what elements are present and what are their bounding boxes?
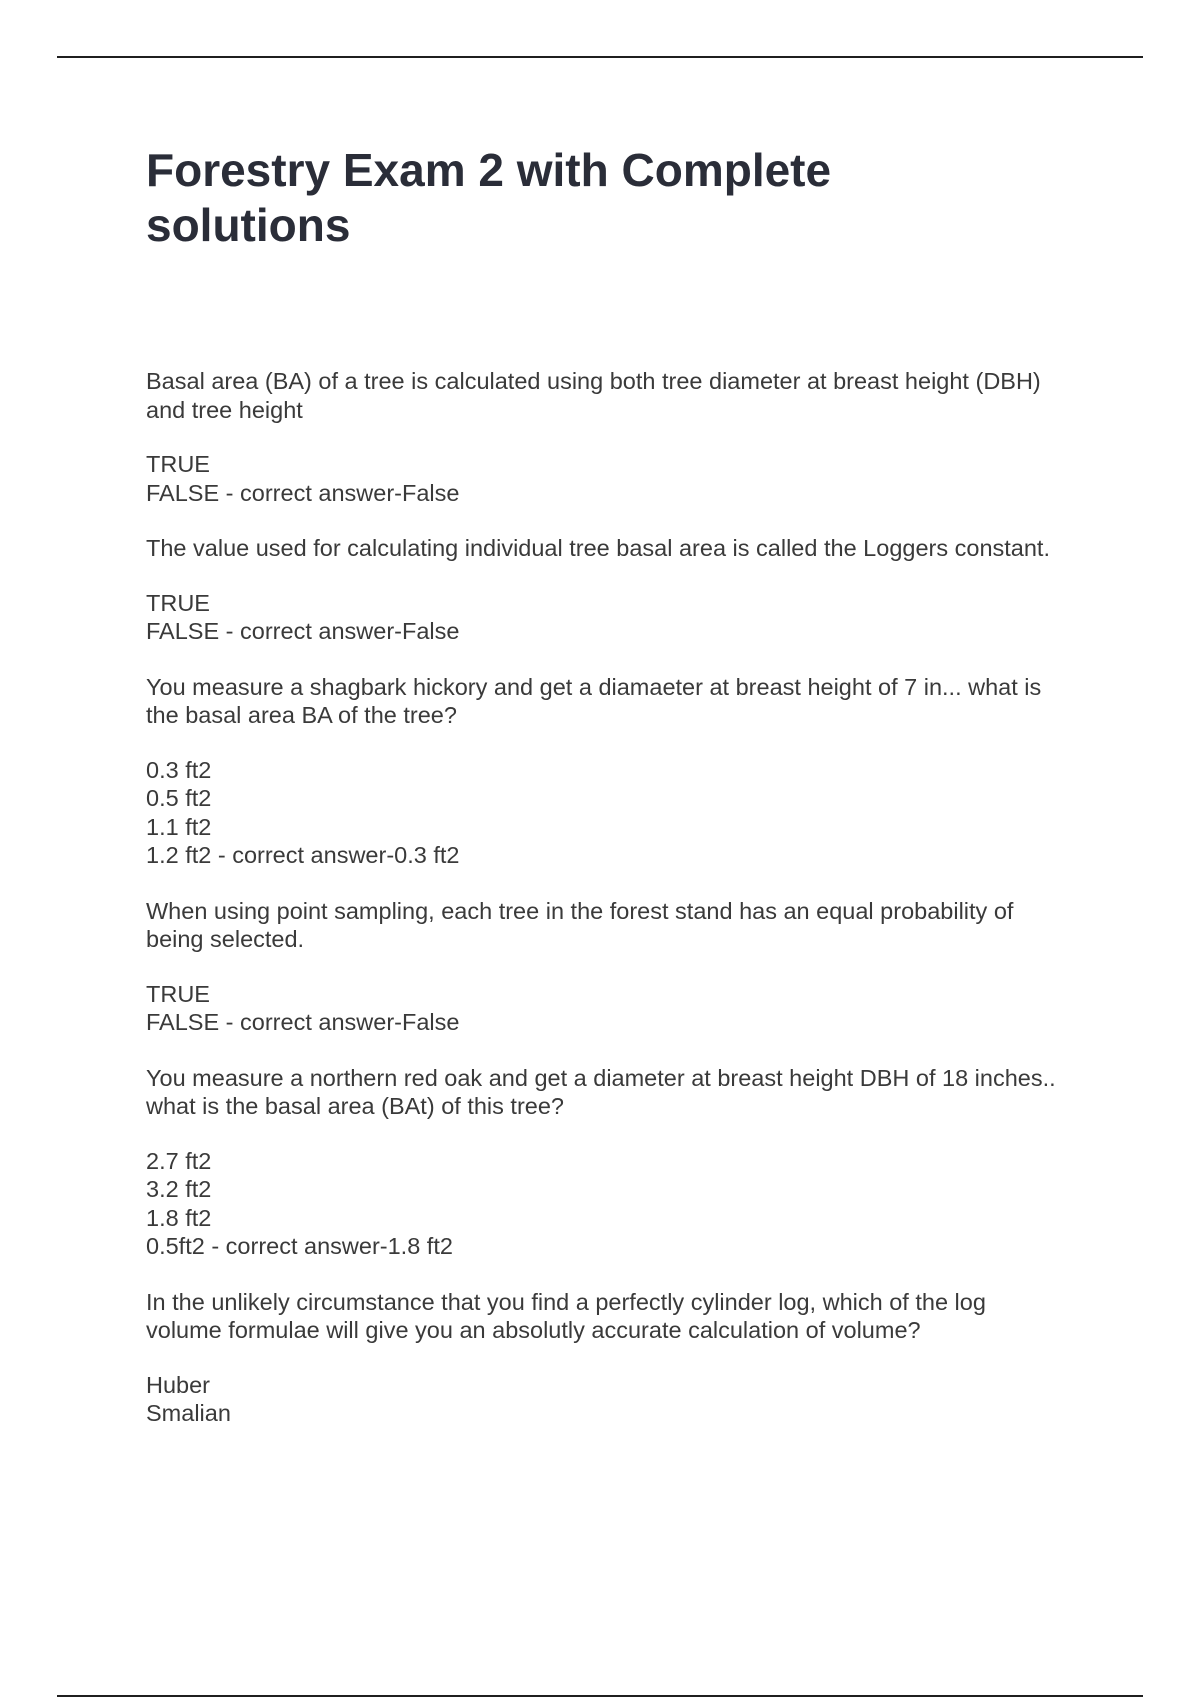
bottom-rule bbox=[57, 1695, 1143, 1697]
answer-options bbox=[146, 1147, 1106, 1261]
answer-option: TRUE bbox=[146, 589, 210, 616]
question-text: You measure a shagbark hickory and get a diamaeter at breast height of 7 in... what is the basal area BA of the tree? bbox=[146, 673, 1042, 728]
question-item bbox=[146, 1064, 1106, 1261]
question-item bbox=[146, 1288, 1106, 1428]
answer-option: 2.7 ft2 bbox=[146, 1147, 212, 1174]
answer-option: Smalian bbox=[146, 1400, 231, 1426]
question-text: The value used for calculating individual tree basal area is called the Loggers constant. bbox=[146, 535, 1050, 561]
question-list bbox=[146, 367, 1106, 1455]
answer-option: 0.3 ft2 bbox=[146, 756, 212, 783]
answer-options bbox=[146, 756, 1106, 870]
answer-option: 0.5ft2 - correct answer-1.8 ft2 bbox=[146, 1233, 453, 1259]
answer-options bbox=[146, 980, 1106, 1037]
question-item bbox=[146, 534, 1106, 646]
question-item bbox=[146, 673, 1106, 870]
page-title: Forestry Exam 2 with Complete solutions bbox=[146, 144, 832, 251]
question-text: In the unlikely circumstance that you find a perfectly cylinder log, which of the log volume formulae will give you an absolutly accurate calculation of volume? bbox=[146, 1288, 986, 1343]
answer-options bbox=[146, 589, 1106, 646]
answer-option: TRUE bbox=[146, 451, 210, 477]
answer-option: 1.8 ft2 bbox=[146, 1204, 212, 1231]
answer-option: 1.1 ft2 bbox=[146, 813, 212, 840]
question-item bbox=[146, 897, 1106, 1037]
answer-option: 1.2 ft2 - correct answer-0.3 ft2 bbox=[146, 842, 460, 868]
question-text: Basal area (BA) of a tree is calculated using both tree diameter at breast height (DBH) and tree height bbox=[146, 368, 1041, 423]
answer-option: Huber bbox=[146, 1371, 211, 1398]
answer-option: TRUE bbox=[146, 980, 210, 1007]
question-text: When using point sampling, each tree in the forest stand has an equal probability of being selected. bbox=[146, 897, 1014, 952]
question-text: You measure a northern red oak and get a diameter at breast height DBH of 18 inches.. what is the basal area (BAt) of this tree? bbox=[146, 1064, 1056, 1119]
question-item bbox=[146, 367, 1106, 507]
answer-options bbox=[146, 450, 1106, 507]
top-rule bbox=[57, 56, 1143, 58]
answer-options bbox=[146, 1371, 1106, 1428]
answer-option: FALSE - correct answer-False bbox=[146, 479, 460, 506]
answer-option: 3.2 ft2 bbox=[146, 1176, 212, 1202]
answer-option: FALSE - correct answer-False bbox=[146, 618, 460, 644]
answer-option: 0.5 ft2 bbox=[146, 785, 212, 811]
answer-option: FALSE - correct answer-False bbox=[146, 1009, 460, 1035]
